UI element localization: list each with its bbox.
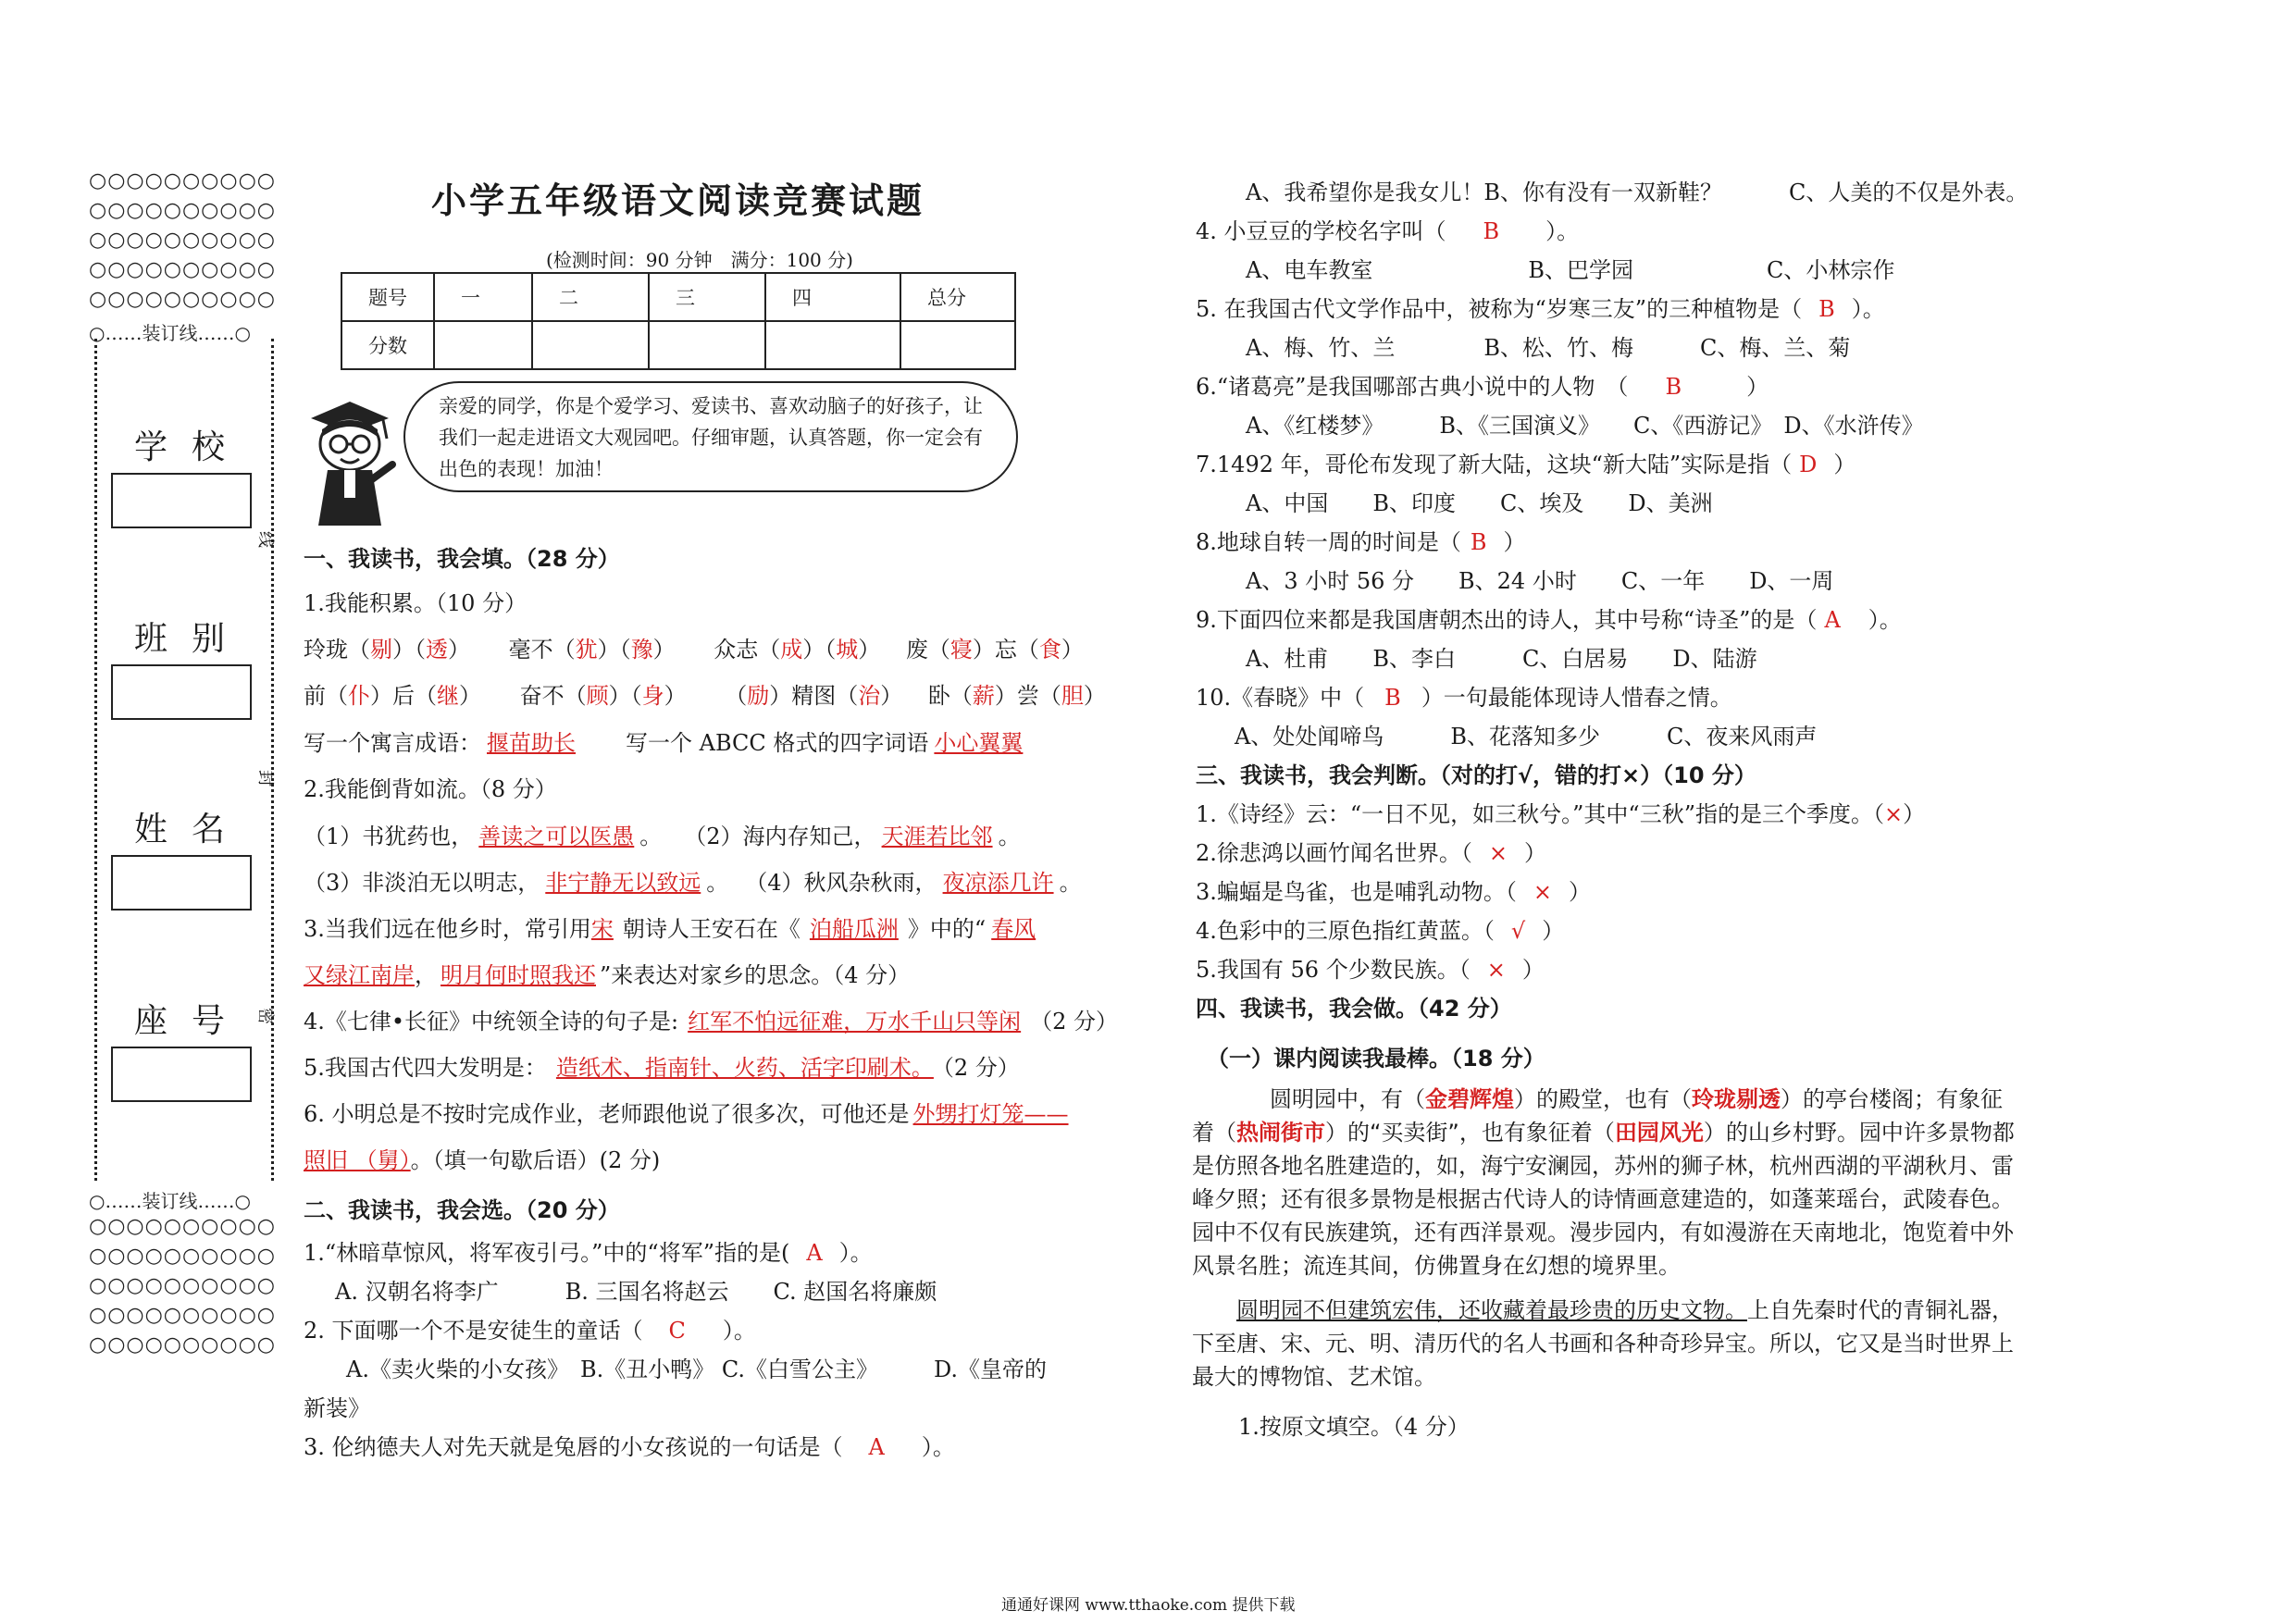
answer-text: 治 xyxy=(858,683,881,709)
class-label: 班别 xyxy=(134,620,250,658)
answer-text: 励 xyxy=(747,683,770,709)
answer-text: × xyxy=(1533,879,1553,905)
answer-text: 天涯若比邻 xyxy=(881,824,993,849)
score-input[interactable] xyxy=(649,321,765,369)
s1-q1-title: 1.我能积累。（10 分） xyxy=(304,590,527,616)
s2-q2-options-wrap: 新装》 xyxy=(304,1395,370,1421)
answer-text: A xyxy=(1824,607,1841,633)
s2-q7-options: A、中国 B、印度 C、埃及 D、美洲 xyxy=(1246,490,1713,516)
idiom-item: 众志（成）（城） xyxy=(714,637,881,663)
name-field[interactable] xyxy=(111,855,252,911)
name-label: 姓名 xyxy=(134,811,250,849)
section-4-sub-heading: （一）课内阅读我最棒。（18 分） xyxy=(1207,1046,1545,1072)
idiom-item: 废（寝）忘（食） xyxy=(905,637,1084,663)
idiom-item: 前（仆）后（继） xyxy=(304,683,481,709)
idiom-item: 卧（薪）尝（胆） xyxy=(927,683,1106,709)
answer-text: 胆 xyxy=(1061,683,1084,709)
answer-text: × xyxy=(1486,957,1506,983)
answer-text: 照旧 （舅） xyxy=(304,1147,411,1173)
score-input[interactable] xyxy=(765,321,900,369)
section-2-heading: 二、我读书，我会选。（20 分） xyxy=(304,1197,620,1223)
answer-text: 春风 xyxy=(991,916,1036,942)
answer-text: 食 xyxy=(1038,637,1061,663)
score-table-header-row xyxy=(341,273,1015,321)
score-input[interactable] xyxy=(900,321,1015,369)
s2-q2-options: A.《卖火柴的小女孩》 B.《丑小鸭》 C.《白雪公主》 D.《皇帝的 xyxy=(346,1357,1048,1382)
side-mark-xian: 线 xyxy=(255,531,275,548)
s1-q3-line1: 3.当我们远在他乡时，常引用宋 朝诗人王安石在《 泊船瓜洲 》中的“ 春风 xyxy=(304,916,1036,942)
judge-item-2: 2.徐悲鸿以画竹闻名世界。（ × ） xyxy=(1196,840,1547,866)
answer-text: 泊船瓜洲 xyxy=(809,916,899,942)
answer-text: B xyxy=(1470,529,1487,555)
score-cell: 分数 xyxy=(341,321,434,369)
s2-q1-options: A. 汉朝名将李广 B. 三国名将赵云 C. 赵国名将廉颇 xyxy=(335,1279,937,1305)
answer-text: C xyxy=(668,1318,686,1344)
answer-text: 明月何时照我还 xyxy=(441,962,596,988)
s2-q9: 9.下面四位来都是我国唐朝杰出的诗人，其中号称“诗圣”的是（ A ）。 xyxy=(1196,607,1902,633)
binding-line-bottom: ○……装订线……○ xyxy=(89,1190,251,1212)
answer-text: 红军不怕远征难，万水千山只等闲 xyxy=(688,1009,1022,1035)
s2-q5-options: A、梅、竹、兰 B、松、竹、梅 C、梅、兰、菊 xyxy=(1246,335,1851,361)
answer-text: 田园风光 xyxy=(1614,1120,1704,1146)
answer-text: A xyxy=(868,1434,885,1460)
score-table xyxy=(341,272,1016,370)
s2-q5: 5. 在我国古代文学作品中，被称为“岁寒三友”的三种植物是（ B ）。 xyxy=(1196,296,1885,322)
fable-answer: 揠苗助长 xyxy=(487,730,576,756)
s2-q4-options: A、电车教室 B、巴学园 C、小林宗作 xyxy=(1246,257,1895,283)
greeting-speech-bubble xyxy=(403,381,1018,492)
answer-text: × xyxy=(1488,840,1508,866)
seat-label: 座号 xyxy=(134,1002,250,1040)
reading-passage-p2: 圆明园不但建筑宏伟，还收藏着最珍贵的历史文物。上自先秦时代的青铜礼器，下至唐、宋、元、明、清历代的名人书画和各种奇珍异宝。所以，它又是当时世界上最大的博物馆、艺术馆。 xyxy=(1192,1297,2014,1390)
school-field[interactable] xyxy=(111,473,252,528)
answer-text: 透 xyxy=(426,637,448,663)
s2-q9-options: A、杜甫 B、李白 C、白居易 D、陆游 xyxy=(1246,646,1757,672)
exam-subtitle: (检测时间：90 分钟 满分：100 分) xyxy=(546,249,853,271)
answer-text: 寝 xyxy=(949,637,973,663)
seat-field[interactable] xyxy=(111,1047,252,1102)
answer-text: B xyxy=(1384,685,1401,711)
s2-q1: 1.“林暗草惊风，将军夜引弓。”中的“将军”指的是( A ）。 xyxy=(304,1240,873,1266)
answer-text: B xyxy=(1818,296,1835,322)
s1-q6-line2: 照旧 （舅）。（填一句歇后语）(2 分) xyxy=(304,1147,661,1173)
answer-text: 宋 xyxy=(590,916,614,942)
answer-text: 豫 xyxy=(630,637,653,663)
section-1-heading: 一、我读书，我会填。（28 分） xyxy=(304,546,620,572)
answer-text: 剔 xyxy=(370,637,392,663)
s1-q5: 5.我国古代四大发明是： 造纸术、指南针、火药、活字印刷术。 （2 分） xyxy=(304,1055,1020,1081)
s2-q4: 4. 小豆豆的学校名字叫（ B ）。 xyxy=(1196,218,1580,244)
answer-text: 成 xyxy=(780,637,803,663)
s2-q10: 10.《春晓》中（ B ）一句最能体现诗人惜春之情。 xyxy=(1196,685,1732,711)
page-title: 小学五年级语文阅读竞赛试题 xyxy=(431,180,925,221)
score-cell: 一 xyxy=(434,273,532,321)
binding-line-top: ○……装订线……○ xyxy=(89,322,251,344)
score-cell: 三 xyxy=(649,273,765,321)
answer-text: 身 xyxy=(641,683,664,709)
answer-text: 继 xyxy=(437,683,459,709)
answer-text: 非宁静无以致远 xyxy=(545,870,701,896)
judge-item-3: 3.蝙蝠是鸟雀，也是哺乳动物。（ × ） xyxy=(1196,879,1592,905)
s4-q1: 1.按原文填空。（4 分） xyxy=(1238,1414,1470,1440)
idiom-row-2 xyxy=(304,677,1106,710)
s1-q3-line2: 又绿江南岸， 明月何时照我还 ”来表达对家乡的思念。（4 分） xyxy=(304,962,911,988)
score-cell: 总分 xyxy=(900,273,1015,321)
s2-q7: 7.1492 年，哥伦布发现了新大陆，这块“新大陆”实际是指（ D ） xyxy=(1196,452,1856,477)
s2-q2: 2. 下面哪一个不是安徒生的童话（ C ）。 xyxy=(304,1318,756,1344)
s1-q2-line2: （3）非淡泊无以明志， 非宁静无以致远 。 （4）秋风杂秋雨， 夜凉添几许 。 xyxy=(304,870,1082,896)
score-input[interactable] xyxy=(434,321,532,369)
s2-q6-options: A、《红楼梦》 B、《三国演义》 C、《西游记》 D、《水浒传》 xyxy=(1246,413,1924,439)
reading-passage-p1: 圆明园中，有（金碧辉煌）的殿堂，也有（玲珑剔透）的亭台楼阁；有象征着（热闹街市）的“买卖街”，也有象征着（田园风光）的山乡村野。园中许多景物都是仿照各地名胜建造的，如，海宁安澜园，苏州的狮子林，杭州西湖的平湖秋月、雷峰夕照；还有很多景物是根据古代诗人的诗情画意建造的，如蓬莱瑶台，武陵春色。园中不仅有民族建筑，还有西洋景观。漫步园内，有如漫游在天南地北，饱览着中外风景名胜；流连其间，仿佛置身在幻想的境界里。 xyxy=(1192,1086,2015,1279)
answer-text: B xyxy=(1483,218,1500,244)
side-mark-feng: 封 xyxy=(255,770,275,787)
class-field[interactable] xyxy=(111,664,252,720)
idiom-row-1 xyxy=(304,631,1084,663)
s1-q4: 4.《七律•长征》中统领全诗的句子是: 红军不怕远征难，万水千山只等闲 （2 分） xyxy=(304,1009,1119,1035)
idiom-item: 毫不（犹）（豫） xyxy=(508,637,676,663)
answer-text: 犹 xyxy=(575,637,598,663)
side-mark-mi: 密 xyxy=(255,1008,275,1024)
abcc-answer: 小心翼翼 xyxy=(934,730,1024,756)
s2-q6: 6.“诸葛亮”是我国哪部古典小说中的人物 （ B ） xyxy=(1196,374,1769,400)
idiom-item: 奋不（顾）（身） xyxy=(519,683,687,709)
answer-text: 外甥打灯笼—— xyxy=(912,1101,1069,1127)
answer-text: 仆 xyxy=(348,683,370,709)
answer-text: × xyxy=(1883,801,1904,827)
score-cell: 题号 xyxy=(341,273,434,321)
s1-q6-line1: 6. 小明总是不按时完成作业，老师跟他说了很多次，可他还是 外甥打灯笼—— xyxy=(304,1101,1069,1127)
score-cell: 二 xyxy=(532,273,649,321)
greeting-text: 亲爱的同学，你是个爱学习、爱读书、喜欢动脑子的好孩子，让我们一起走进语文大观园吧。仔细审题，认真答题，你一定会有出色的表现！加油！ xyxy=(439,395,983,480)
answer-text: B xyxy=(1665,374,1682,400)
s1-q2-title: 2.我能倒背如流。（8 分） xyxy=(304,776,557,802)
s2-q8-options: A、3 小时 56 分 B、24 小时 C、一年 D、一周 xyxy=(1246,568,1834,594)
judge-item-5: 5.我国有 56 个少数民族。（ × ） xyxy=(1196,957,1545,983)
answer-text: √ xyxy=(1510,918,1526,944)
fable-line: 写一个寓言成语： 揠苗助长 写一个 ABCC 格式的四字词语 小心翼翼 xyxy=(304,725,1028,757)
s1-q2-line1: （1）书犹药也， 善读之可以医愚 。 （2）海内存知己， 天涯若比邻 。 xyxy=(304,824,1021,849)
score-table-score-row xyxy=(341,321,1015,369)
answer-text: D xyxy=(1799,452,1818,477)
answer-text: 造纸术、指南针、火药、活字印刷术。 xyxy=(555,1055,934,1081)
section-3-heading: 三、我读书，我会判断。（对的打√，错的打×）（10 分） xyxy=(1196,762,1756,788)
judge-item-4: 4.色彩中的三原色指红黄蓝。（ √ ） xyxy=(1196,918,1565,944)
answer-text: 又绿江南岸 xyxy=(304,962,415,988)
s2-q3-options: A、我希望你是我女儿！B、你有没有一双新鞋？ C、人美的不仅是外表。 xyxy=(1246,180,2029,205)
mascot-student-icon xyxy=(304,396,396,533)
section-4-heading: 四、我读书，我会做。（42 分） xyxy=(1196,996,1512,1022)
underlined-sentence: 圆明园不但建筑宏伟，还收藏着最珍贵的历史文物。 xyxy=(1236,1297,1747,1323)
score-cell: 四 xyxy=(765,273,900,321)
s2-q10-options: A、处处闻啼鸟 B、花落知多少 C、夜来风雨声 xyxy=(1235,724,1818,750)
answer-text: 玲珑剔透 xyxy=(1692,1086,1781,1112)
answer-text: 夜凉添几许 xyxy=(942,870,1054,896)
score-input[interactable] xyxy=(532,321,649,369)
s2-q3: 3. 伦纳德夫人对先天就是兔唇的小女孩说的一句话是（ A ）。 xyxy=(304,1434,955,1460)
answer-text: A xyxy=(806,1240,823,1266)
answer-text: 善读之可以医愚 xyxy=(478,824,635,849)
answer-text: 城 xyxy=(836,637,859,663)
answer-text: 顾 xyxy=(586,683,609,709)
answer-text: 薪 xyxy=(972,683,995,709)
idiom-item: （励）精图（治） xyxy=(725,683,903,709)
binding-circles-bottom: ○○○○○○○○○○ ○○○○○○○○○○ ○○○○○○○○○○ ○○○○○○○○○○ ○○○○○○○○○○ xyxy=(89,1215,276,1357)
s2-q8: 8.地球自转一周的时间是（ B ） xyxy=(1196,529,1526,555)
idiom-item: 玲珑（剔）（透） xyxy=(304,637,470,663)
answer-text: 热闹街市 xyxy=(1236,1120,1325,1146)
school-label: 学校 xyxy=(134,428,250,466)
footer-source: 通通好课网 www.tthaoke.com 提供下载 xyxy=(1001,1596,1296,1615)
judge-item-1: 1.《诗经》云：“一日不见，如三秋兮。”其中“三秋”指的是三个季度。（×） xyxy=(1196,801,1926,827)
binding-circles-top: ○○○○○○○○○○ ○○○○○○○○○○ ○○○○○○○○○○ ○○○○○○○○○○ ○○○○○○○○○○ xyxy=(89,169,276,311)
answer-text: 金碧辉煌 xyxy=(1425,1086,1514,1112)
